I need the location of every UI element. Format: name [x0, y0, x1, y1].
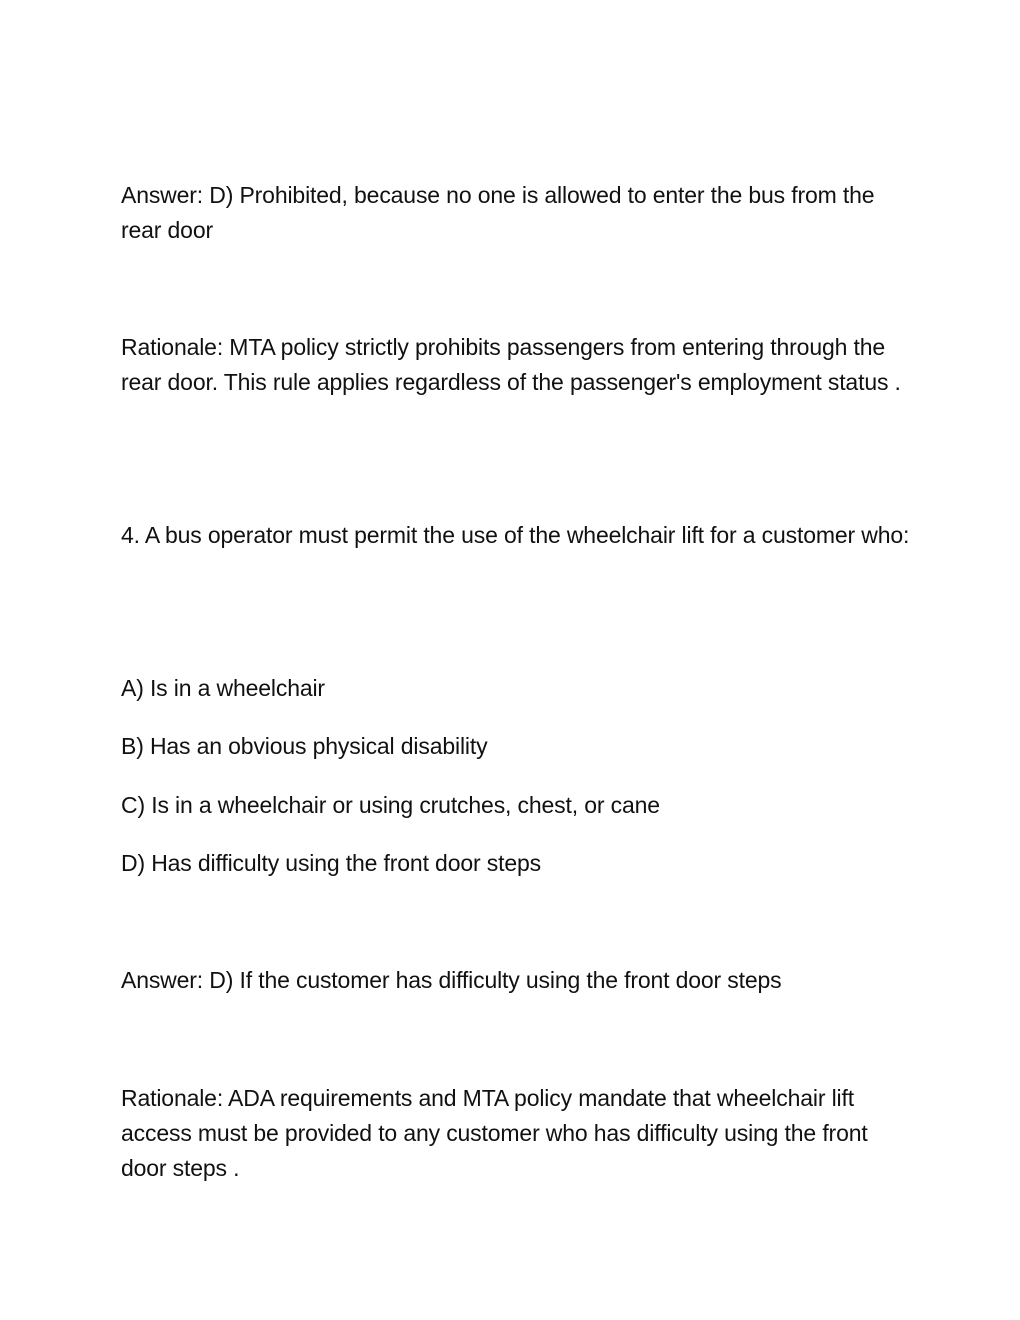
rationale-text: Rationale: ADA requirements and MTA policy mandate that wheelchair lift access must be provided to any customer who has difficulty using the front door steps .	[121, 1085, 868, 1181]
option-b: B) Has an obvious physical disability	[121, 733, 488, 759]
option-c: C) Is in a wheelchair or using crutches, chest, or cane	[121, 792, 660, 818]
question-text: 4. A bus operator must permit the use of the wheelchair lift for a customer who:	[121, 522, 910, 548]
answer-text: Answer: D) Prohibited, because no one is allowed to enter the bus from the rear door	[121, 182, 875, 243]
rationale-text: Rationale: MTA policy strictly prohibits passengers from entering through the rear door. This rule applies regardless of the passenger's employment status .	[121, 334, 901, 395]
option-d: D) Has difficulty using the front door steps	[121, 850, 541, 876]
answer-text: Answer: D) If the customer has difficulty using the front door steps	[121, 967, 782, 993]
option-a: A) Is in a wheelchair	[121, 675, 325, 701]
